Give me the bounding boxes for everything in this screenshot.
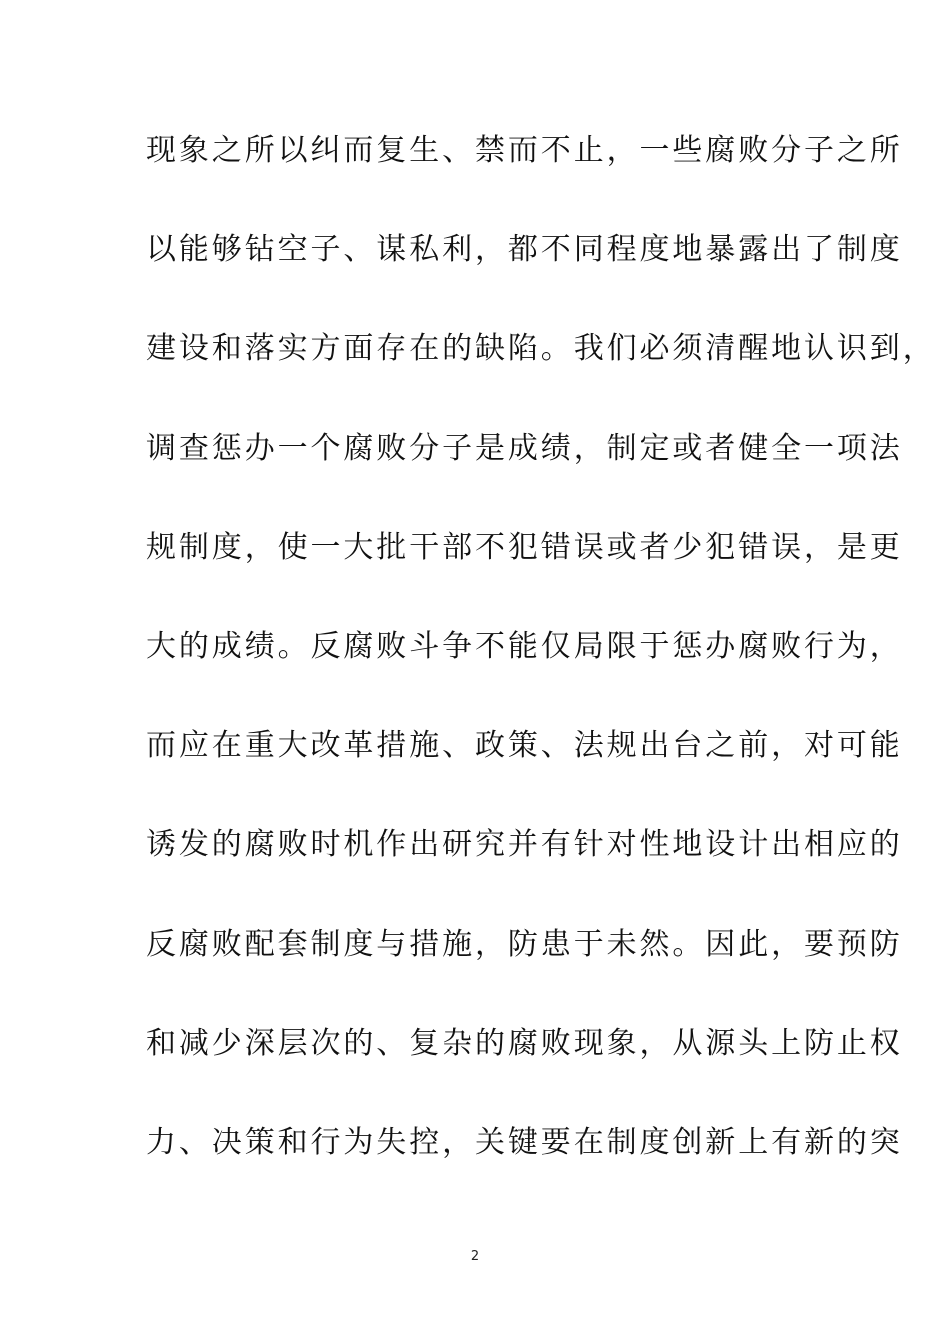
text-line-11: 力、决策和行为失控，关键要在制度创新上有新的突	[146, 1124, 903, 1160]
text-line-5: 规制度，使一大批干部不犯错误或者少犯错误，是更	[146, 529, 903, 565]
page-number: 2	[470, 1249, 480, 1264]
body-text	[146, 124, 936, 1215]
text-line-9: 反腐败配套制度与措施，防患于未然。因此，要预防	[146, 926, 903, 962]
text-line-1: 现象之所以纠而复生、禁而不止，一些腐败分子之所	[146, 133, 903, 168]
text-line-2: 以能够钻空子、谋私利，都不同程度地暴露出了制度	[146, 232, 903, 268]
text-line-3: 建设和落实方面存在的缺陷。我们必须清醒地认识到，	[146, 331, 936, 367]
text-line-7: 而应在重大改革措施、政策、法规出台之前，对可能	[146, 728, 903, 764]
text-line-10: 和减少深层次的、复杂的腐败现象，从源头上防止权	[146, 1025, 903, 1061]
text-line-4: 调查惩办一个腐败分子是成绩，制定或者健全一项法	[146, 430, 903, 466]
text-line-8: 诱发的腐败时机作出研究并有针对性地设计出相应的	[146, 827, 903, 863]
text-line-6: 大的成绩。反腐败斗争不能仅局限于惩办腐败行为，	[146, 628, 903, 664]
